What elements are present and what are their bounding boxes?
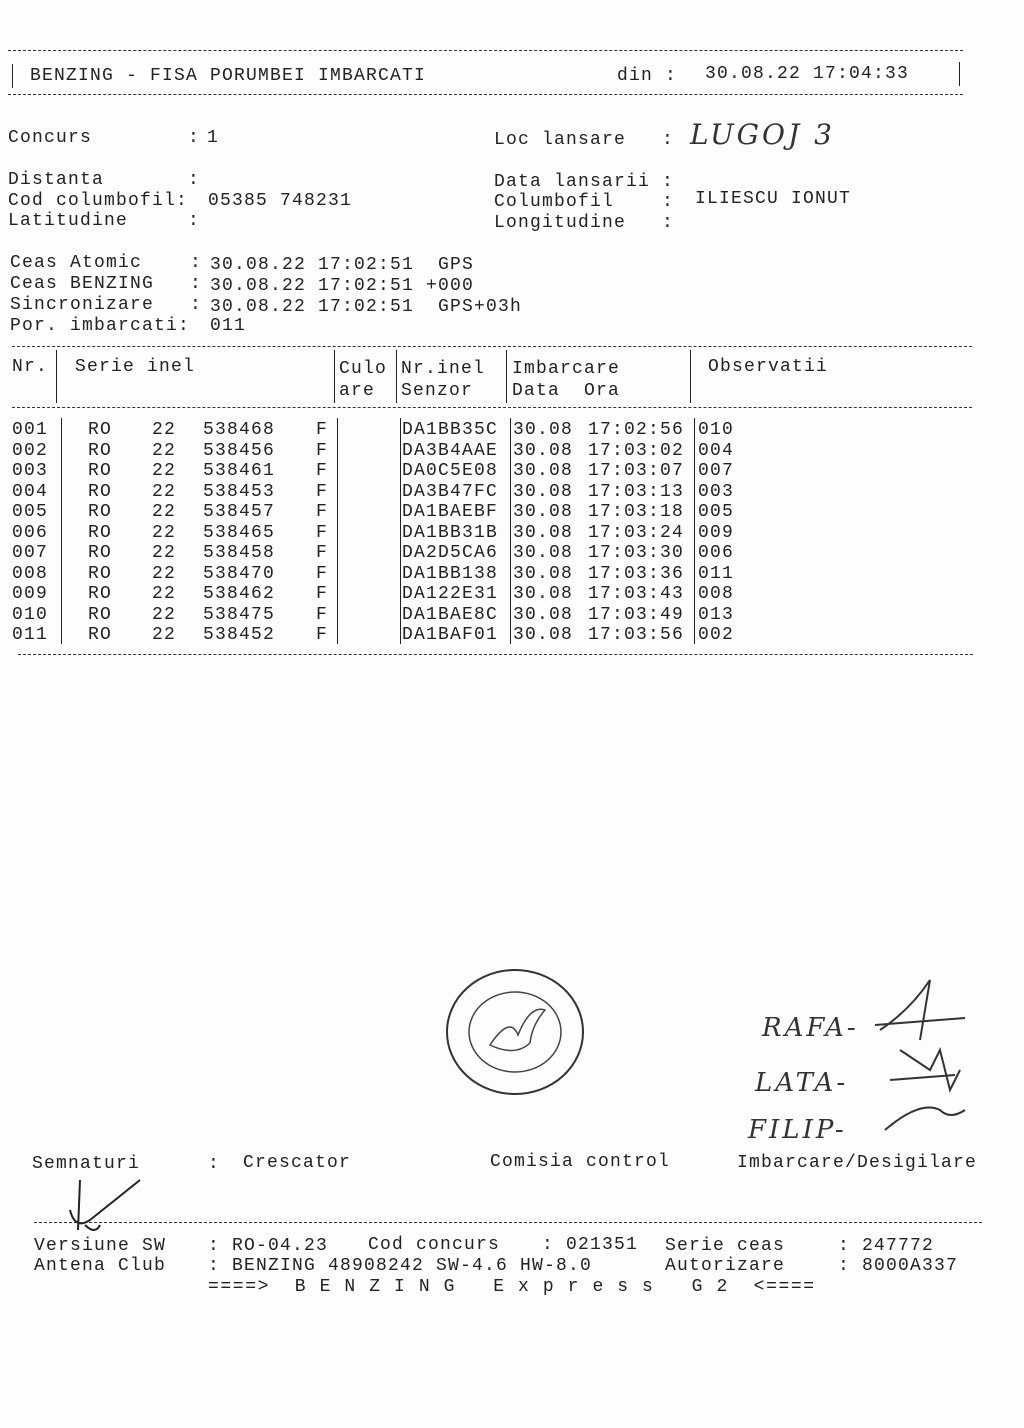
- cell-tara: RO: [88, 481, 113, 502]
- cell-ora: 17:03:13: [588, 481, 685, 502]
- cell-obs: 010: [698, 420, 735, 440]
- loc-lansare-label: Loc lansare :: [494, 130, 675, 150]
- col-divider: [396, 350, 397, 403]
- cell-inel: 538468: [203, 420, 276, 440]
- semnaturi-colon: :: [208, 1154, 221, 1174]
- cell-nr: 004: [12, 481, 49, 502]
- table-row: [0, 441, 1000, 461]
- cell-ora: 17:03:36: [588, 563, 685, 584]
- cell-tara: RO: [88, 440, 113, 461]
- cell-senzor: DA1BAF01: [402, 625, 499, 645]
- th-nr-inel: Nr.inel: [401, 359, 486, 379]
- din-label: din :: [617, 66, 678, 86]
- cell-ora: 17:03:43: [588, 584, 685, 604]
- cell-data: 30.08: [513, 543, 574, 563]
- ceas-atomic-label: Ceas Atomic :: [10, 253, 203, 273]
- cell-ora: 17:03:07: [588, 461, 685, 481]
- distanta-label: Distanta :: [8, 170, 201, 190]
- table-row: [0, 502, 1000, 522]
- cell-senzor: DA3B47FC: [402, 481, 499, 502]
- serie-ceas-label: Serie ceas: [665, 1236, 786, 1256]
- header-border-left: [12, 64, 13, 88]
- table-row: [0, 420, 1000, 440]
- versiune-sw-label: Versiune SW: [34, 1236, 167, 1256]
- por-imbarcati-label: Por. imbarcati:: [10, 316, 191, 336]
- cell-sex: F: [316, 502, 329, 522]
- cell-tara: RO: [88, 543, 113, 563]
- table-row: [0, 584, 1000, 604]
- cell-obs: 006: [698, 543, 735, 563]
- cell-nr: 005: [12, 502, 49, 522]
- cod-concurs-value: : 021351: [542, 1235, 639, 1255]
- th-culoare-1: Culo: [339, 359, 388, 379]
- cell-data: 30.08: [513, 584, 574, 604]
- cell-nr: 011: [12, 625, 49, 645]
- club-stamp: [440, 965, 590, 1100]
- cell-obs: 009: [698, 522, 735, 543]
- cell-ora: 17:03:56: [588, 625, 685, 645]
- handwritten-filip: FILIP-: [748, 1115, 847, 1145]
- antena-club-value: : BENZING 48908242 SW-4.6 HW-8.0: [208, 1256, 593, 1276]
- document-title: BENZING - FISA PORUMBEI IMBARCATI: [30, 66, 427, 86]
- cell-obs: 007: [698, 461, 735, 481]
- cell-obs: 011: [698, 563, 735, 584]
- th-senzor: Senzor: [401, 381, 474, 401]
- latitudine-label: Latitudine :: [8, 211, 201, 231]
- cell-obs: 005: [698, 502, 735, 522]
- cell-an: 22: [152, 461, 177, 481]
- cell-data: 30.08: [513, 420, 574, 440]
- cell-an: 22: [152, 522, 177, 543]
- cell-tara: RO: [88, 625, 113, 645]
- cell-senzor: DA1BB35C: [402, 420, 499, 440]
- cell-ora: 17:03:02: [588, 440, 685, 461]
- cell-data: 30.08: [513, 461, 574, 481]
- serie-ceas-value: : 247772: [838, 1236, 935, 1256]
- breeder-signature: [60, 1170, 150, 1240]
- cell-nr: 003: [12, 461, 49, 481]
- data-lansarii-label: Data lansarii :: [494, 172, 675, 192]
- dove-icon: [490, 1009, 545, 1050]
- cell-tara: RO: [88, 604, 113, 625]
- cell-sex: F: [316, 625, 329, 645]
- cell-inel: 538457: [203, 502, 276, 522]
- cell-data: 30.08: [513, 604, 574, 625]
- cell-tara: RO: [88, 502, 113, 522]
- cell-senzor: DA2D5CA6: [402, 543, 499, 563]
- cell-an: 22: [152, 584, 177, 604]
- cell-sex: F: [316, 522, 329, 543]
- cell-tara: RO: [88, 584, 113, 604]
- table-row: [0, 482, 1000, 502]
- cell-data: 30.08: [513, 563, 574, 584]
- cell-ora: 17:02:56: [588, 420, 685, 440]
- cell-obs: 013: [698, 604, 735, 625]
- cell-senzor: DA1BB138: [402, 563, 499, 584]
- cell-data: 30.08: [513, 481, 574, 502]
- cell-inel: 538458: [203, 543, 276, 563]
- por-imbarcati-value: 011: [210, 316, 247, 336]
- comisia-control-label: Comisia control: [490, 1152, 671, 1172]
- cell-sex: F: [316, 563, 329, 584]
- cell-an: 22: [152, 563, 177, 584]
- cell-an: 22: [152, 502, 177, 522]
- handwritten-rafa: RAFA-: [762, 1013, 859, 1043]
- cell-tara: RO: [88, 420, 113, 440]
- cell-inel: 538452: [203, 625, 276, 645]
- columbofil-label: Columbofil :: [494, 192, 675, 212]
- cell-data: 30.08: [513, 502, 574, 522]
- cell-inel: 538465: [203, 522, 276, 543]
- cell-nr: 010: [12, 604, 49, 625]
- cell-sex: F: [316, 420, 329, 440]
- ceas-benzing-value: 30.08.22 17:02:51 +000: [210, 276, 475, 296]
- cell-nr: 006: [12, 522, 49, 543]
- concurs-value: 1: [207, 128, 220, 148]
- col-divider: [334, 350, 335, 403]
- cell-obs: 008: [698, 584, 735, 604]
- col-divider: [690, 350, 691, 403]
- antena-club-label: Antena Club: [34, 1256, 167, 1276]
- table-row: [0, 605, 1000, 625]
- concurs-label: Concurs :: [8, 128, 201, 148]
- cell-ora: 17:03:49: [588, 604, 685, 625]
- ceas-atomic-value: 30.08.22 17:02:51 GPS: [210, 255, 475, 275]
- cell-sex: F: [316, 461, 329, 481]
- cell-nr: 007: [12, 543, 49, 563]
- cell-nr: 008: [12, 563, 49, 584]
- cell-inel: 538461: [203, 461, 276, 481]
- cell-senzor: DA122E31: [402, 584, 499, 604]
- cell-tara: RO: [88, 461, 113, 481]
- table-row: [0, 625, 1000, 645]
- sincronizare-value: 30.08.22 17:02:51 GPS+03h: [210, 297, 523, 317]
- autorizare-value: : 8000A337: [838, 1256, 959, 1276]
- col-divider: [506, 350, 507, 403]
- cell-an: 22: [152, 625, 177, 645]
- columbofil-value: ILIESCU IONUT: [695, 189, 852, 209]
- cell-sex: F: [316, 584, 329, 604]
- header-border-bottom: [8, 94, 963, 95]
- cell-senzor: DA0C5E08: [402, 461, 499, 481]
- cell-inel: 538456: [203, 440, 276, 461]
- semnaturi-label: Semnaturi: [32, 1154, 141, 1174]
- ceas-benzing-label: Ceas BENZING :: [10, 274, 203, 294]
- cell-inel: 538470: [203, 563, 276, 584]
- cell-obs: 002: [698, 625, 735, 645]
- cell-sex: F: [316, 543, 329, 563]
- cell-sex: F: [316, 440, 329, 461]
- cell-sex: F: [316, 481, 329, 502]
- header-border-top: [8, 50, 963, 51]
- cell-an: 22: [152, 481, 177, 502]
- cell-nr: 009: [12, 584, 49, 604]
- cell-ora: 17:03:30: [588, 543, 685, 563]
- printed-datetime: 30.08.22 17:04:33: [705, 64, 910, 84]
- th-data-ora: Data Ora: [512, 381, 621, 401]
- versiune-sw-value: : RO-04.23: [208, 1236, 329, 1256]
- cell-an: 22: [152, 604, 177, 625]
- cell-an: 22: [152, 440, 177, 461]
- cell-obs: 003: [698, 481, 735, 502]
- cell-ora: 17:03:18: [588, 502, 685, 522]
- handwritten-lata: LATA-: [755, 1068, 849, 1098]
- cell-data: 30.08: [513, 625, 574, 645]
- benzing-express-banner: ====> B E N Z I N G E x p r e s s G 2 <====: [208, 1277, 816, 1297]
- crescator-label: Crescator: [243, 1153, 352, 1173]
- longitudine-label: Longitudine :: [494, 213, 675, 233]
- th-culoare-2: are: [339, 381, 376, 401]
- cod-columbofil-value: 05385 748231: [208, 191, 353, 211]
- cell-senzor: DA3B4AAE: [402, 440, 499, 461]
- table-border-bottom: [18, 654, 973, 655]
- cell-obs: 004: [698, 440, 735, 461]
- header-border-right: [959, 62, 960, 86]
- table-row: [0, 461, 1000, 481]
- th-imbarcare: Imbarcare: [512, 359, 621, 379]
- cell-data: 30.08: [513, 522, 574, 543]
- table-row: [0, 523, 1000, 543]
- cell-senzor: DA1BAEBF: [402, 502, 499, 522]
- sincronizare-label: Sincronizare :: [10, 295, 203, 315]
- cod-concurs-label: Cod concurs: [368, 1235, 501, 1255]
- imbarcare-desigilare-label: Imbarcare/Desigilare: [737, 1153, 978, 1173]
- cell-nr: 002: [12, 440, 49, 461]
- th-nr: Nr.: [12, 357, 49, 377]
- th-serie-inel: Serie inel: [75, 357, 196, 377]
- cell-senzor: DA1BAE8C: [402, 604, 499, 625]
- cod-columbofil-label: Cod columbofil:: [8, 191, 189, 211]
- autorizare-label: Autorizare: [665, 1256, 786, 1276]
- cell-sex: F: [316, 604, 329, 625]
- cell-inel: 538462: [203, 584, 276, 604]
- footer-divider: [34, 1222, 982, 1223]
- cell-data: 30.08: [513, 440, 574, 461]
- cell-tara: RO: [88, 522, 113, 543]
- cell-inel: 538475: [203, 604, 276, 625]
- table-border-top: [12, 346, 972, 347]
- table-header-divider: [12, 407, 972, 408]
- cell-an: 22: [152, 543, 177, 563]
- cell-tara: RO: [88, 563, 113, 584]
- cell-an: 22: [152, 420, 177, 440]
- table-row: [0, 543, 1000, 563]
- col-divider: [56, 350, 57, 403]
- table-row: [0, 564, 1000, 584]
- th-observatii: Observatii: [708, 357, 829, 377]
- cell-inel: 538453: [203, 481, 276, 502]
- cell-senzor: DA1BB31B: [402, 522, 499, 543]
- loc-lansare-handwritten: LUGOJ 3: [690, 118, 835, 151]
- commission-signatures: [870, 970, 980, 1140]
- cell-nr: 001: [12, 420, 49, 440]
- cell-ora: 17:03:24: [588, 522, 685, 543]
